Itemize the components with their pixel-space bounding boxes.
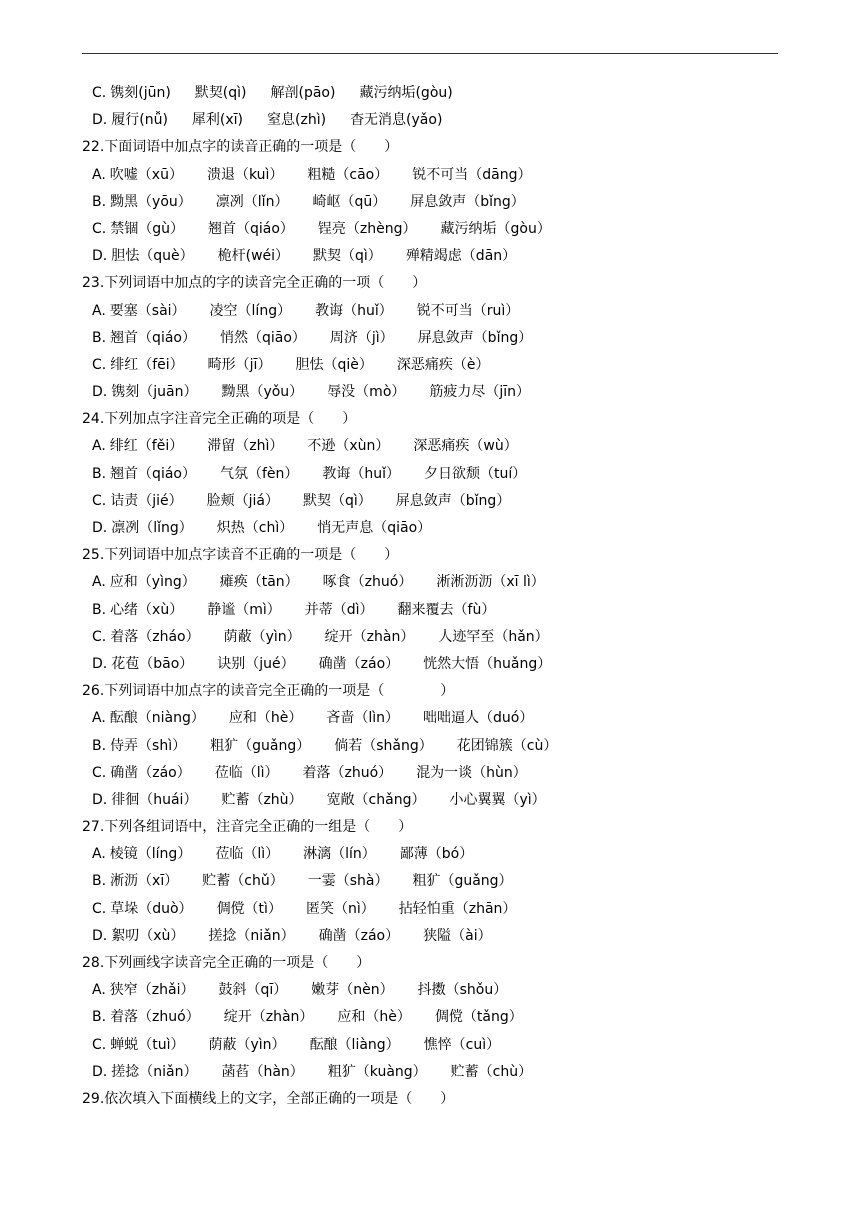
option-term: 默契（qì） [313,248,382,265]
question-stem: 29.依次填入下面横线上的文字，全部正确的一项是（ ） [82,1090,455,1107]
option-term: 胆怯（qiè） [295,356,373,373]
option-letter: D. [92,791,108,808]
option-term: 教诲（huǐ） [315,302,393,319]
option-term: 周济（jì） [329,329,394,346]
question-stem: 25.下列词语中加点字读音不正确的一项是（ ） [82,547,399,564]
option-term: 鄙薄（bó） [399,846,474,863]
option-term: 絮叨（xù） [111,927,185,944]
option-term: 荫蔽（yìn） [208,1036,286,1053]
option-term: 绽开（zhàn） [324,628,415,645]
option-term: 淅淅沥沥（xī lì） [436,574,545,591]
answer-option [82,189,782,216]
option-term: 啄食（zhuó） [322,574,413,591]
option-letter: B. [92,465,107,482]
option-term: 要塞（sài） [109,302,186,319]
question-stem: 22.下面词语中加点字的读音正确的一项是（ ） [82,139,399,156]
option-term: 花苞（bāo） [111,655,194,672]
answer-option [82,569,782,596]
option-term: 翘首（qiáo） [208,220,294,237]
answer-option [82,162,782,189]
question-list [82,80,782,1113]
option-term: 酝酿（niàng） [109,710,205,727]
answer-option [82,1004,782,1031]
answer-option [82,1032,782,1059]
option-term: 确凿（záo） [110,764,191,781]
option-term: 莅临（lì） [214,764,279,781]
option-letter: A. [92,166,106,183]
option-term: 贮蓄（zhù） [221,791,303,808]
option-term: 应和（hè） [228,710,303,727]
option-letter: D. [92,655,108,672]
question-stem: 24.下列加点字注音完全正确的项是（ ） [82,411,357,428]
answer-option [82,80,782,107]
option-term: 人迹罕至（hǎn） [438,628,549,645]
option-term: 并蒂（dì） [304,601,374,618]
answer-option [82,651,782,678]
option-term: 菡萏（hàn） [221,1063,304,1080]
option-term: 镌刻（juān） [111,384,198,401]
header-rule [82,53,778,54]
option-letter: B. [92,601,107,618]
option-term: 不逊（xùn） [307,438,390,455]
question-stem: 23.下列词语中加点的字的读音完全正确的一项（ ） [82,275,427,292]
option-term: 应和（hè） [337,1009,411,1026]
option-term: 殚精竭虑（dān） [405,248,517,265]
option-term: 鼓斜（qī） [218,982,288,999]
option-letter: D. [92,112,108,129]
option-term: 屏息敛声（bǐng） [410,193,525,210]
option-letter: A. [92,438,106,455]
option-term: 倜傥（tì） [216,900,282,917]
option-term: 应和（yìng） [109,574,196,591]
option-term: 心绪（xù） [110,601,184,618]
option-term: 畸形（jī） [207,356,272,373]
answer-option [82,325,782,352]
option-term: 禁锢（gù） [110,220,184,237]
option-term: 荫蔽（yìn） [223,628,301,645]
option-term: 粗犷（guǎng） [412,873,513,890]
option-term: 倘若（shǎng） [334,737,433,754]
option-term: 悄无声息（qiāo） [317,520,432,536]
answer-option [82,243,782,270]
answer-option [82,597,782,624]
option-term: 胆怯（què） [111,248,194,265]
option-term: 绯红（fēi） [110,356,184,373]
question-stem: 28.下列画线字读音完全正确的一项是（ ） [82,955,371,971]
answer-option [82,705,782,732]
option-term: 镌刻(jūn) [110,85,171,101]
option-term: 夕日欲颓（tuí） [424,465,527,482]
option-term: 粗糙（cāo） [307,166,389,183]
option-letter: B. [92,1009,107,1026]
option-letter: B. [92,329,107,346]
option-term: 着落（zhuó） [302,764,393,781]
option-letter: C. [92,1036,107,1053]
option-term: 淅沥（xī） [110,873,179,890]
option-term: 凛冽（lǐng） [111,520,193,536]
option-letter: D. [92,927,108,944]
option-term: 小心翼翼（yì） [449,791,546,808]
option-term: 锐不可当（ruì） [416,302,520,319]
option-term: 黝黑（yōu） [110,193,192,210]
answer-option [82,461,782,488]
option-term: 憔悴（cuì） [423,1036,501,1053]
option-term: 藏污纳垢(gòu) [359,85,453,101]
option-letter: A. [92,302,106,319]
answer-option [82,433,782,460]
answer-option [82,515,782,542]
option-term: 粗犷（kuàng） [327,1063,427,1080]
answer-option [82,923,782,950]
option-term: 筋疲力尽（jīn） [429,384,531,401]
option-letter: C. [92,85,107,101]
option-term: 悄然（qiāo） [219,329,306,346]
option-term: 诀别（jué） [217,655,295,672]
option-term: 酝酿（liàng） [309,1036,400,1053]
option-term: 桅杆(wéi） [217,248,290,265]
answer-option [82,868,782,895]
option-letter: B. [92,873,107,890]
option-term: 咄咄逼人（duó） [423,710,534,727]
option-term: 混为一谈（hùn） [416,764,527,781]
option-letter: C. [92,356,107,373]
option-letter: B. [92,737,107,754]
option-term: 抖擞（shǒu） [417,982,508,999]
option-term: 淋漓（lín） [303,846,376,863]
option-term: 凛冽（lǐn） [215,193,289,210]
option-letter: D. [92,384,108,401]
option-letter: C. [92,900,107,917]
option-term: 确凿（záo） [318,655,400,672]
option-term: 倜傥（tǎng） [434,1009,523,1026]
option-term: 狭窄（zhǎi） [109,982,195,999]
option-letter: D. [92,248,108,265]
option-letter: C. [92,492,107,509]
option-term: 默契（qì） [303,492,372,509]
answer-option [82,977,782,1004]
option-term: 搓捻（niǎn） [208,927,295,944]
option-term: 窒息(zhì) [267,112,327,129]
answer-option [82,624,782,651]
answer-option [82,787,782,814]
option-term: 脸颊（jiá） [206,492,279,509]
answer-option [82,841,782,868]
option-term: 草垛（duò） [110,900,193,917]
answer-option [82,733,782,760]
option-term: 滞留（zhì） [207,438,284,455]
answer-option [82,760,782,787]
option-term: 气氛（fèn） [219,465,299,482]
option-term: 犀利(xī) [191,112,244,129]
option-term: 黝黑（yǒu） [221,384,304,401]
option-term: 蝉蜕（tuì） [110,1036,185,1053]
answer-option [82,379,782,406]
option-term: 静谧（mì） [207,601,281,618]
option-term: 屏息敛声（bǐng） [417,329,533,346]
option-term: 徘徊（huái） [111,791,198,808]
option-term: 确凿（záo） [318,927,400,944]
option-term: 崎岖（qū） [312,193,387,210]
option-term: 侍弄（shì） [110,737,187,754]
answer-option [82,352,782,379]
option-term: 恍然大悟（huǎng） [423,655,552,672]
option-term: 吝啬（lìn） [326,710,400,727]
option-term: 默契(qì) [194,85,247,101]
option-term: 搓捻（niǎn） [111,1063,198,1080]
option-term: 辱没（mò） [327,384,406,401]
option-term: 诘责（jié） [110,492,183,509]
option-term: 拈轻怕重（zhān） [398,900,517,917]
option-term: 吹嘘（xū） [109,166,183,183]
option-letter: C. [92,220,107,237]
option-letter: A. [92,982,106,999]
answer-option [82,107,782,134]
option-term: 嫩芽（nèn） [311,982,394,999]
option-term: 屏息敛声（bǐng） [395,492,511,509]
option-letter: A. [92,710,106,727]
option-term: 凌空（líng） [209,302,292,319]
option-term: 绯红（fěi） [109,438,184,455]
option-term: 莅临（lì） [215,846,280,863]
option-letter: C. [92,628,107,645]
option-term: 着落（zháo） [110,628,200,645]
option-term: 狭隘（ài） [423,927,492,944]
option-term: 翘首（qiáo） [110,465,196,482]
option-term: 花团锦簇（cù） [456,737,558,754]
answer-option [82,298,782,325]
option-term: 炽热（chì） [216,520,294,536]
option-term: 锐不可当（dāng） [412,166,532,183]
option-term: 贮蓄（chù） [450,1063,533,1080]
option-term: 翻来覆去（fù） [397,601,496,618]
option-term: 解剖(pāo) [270,85,336,101]
answer-option [82,1059,782,1086]
answer-option [82,488,782,515]
option-term: 绽开（zhàn） [223,1009,314,1026]
option-term: 贮蓄（chǔ） [202,873,284,890]
option-letter: C. [92,764,107,781]
option-term: 深恶痛疾（è） [396,356,490,373]
option-term: 教诲（huǐ） [322,465,401,482]
answer-option [82,216,782,243]
option-term: 粗犷（guǎng） [210,737,311,754]
option-term: 匿笑（nì） [305,900,375,917]
option-letter: A. [92,574,106,591]
option-term: 深恶痛疾（wù） [413,438,518,455]
option-term: 履行(nǚ) [111,112,168,129]
option-term: 杳无消息(yǎo) [350,112,443,129]
question-stem: 27.下列各组词语中，注音完全正确的一组是（ ） [82,819,413,836]
option-term: 宽敞（chǎng） [326,791,426,808]
option-term: 藏污纳垢（gòu） [440,220,551,237]
question-stem: 26.下列词语中加点字的读音完全正确的一项是（ ） [82,683,455,700]
option-term: 一霎（shà） [307,873,389,890]
option-term: 瘫痪（tān） [219,574,299,591]
option-letter: A. [92,846,106,863]
option-term: 棱镜（líng） [109,846,192,863]
option-term: 翘首（qiáo） [110,329,196,346]
option-term: 锃亮（zhèng） [317,220,417,237]
option-term: 着落（zhuó） [110,1009,200,1026]
option-letter: D. [92,520,108,536]
answer-option [82,896,782,923]
option-letter: D. [92,1063,108,1080]
option-letter: B. [92,193,107,210]
option-term: 溃退（kuì） [206,166,284,183]
